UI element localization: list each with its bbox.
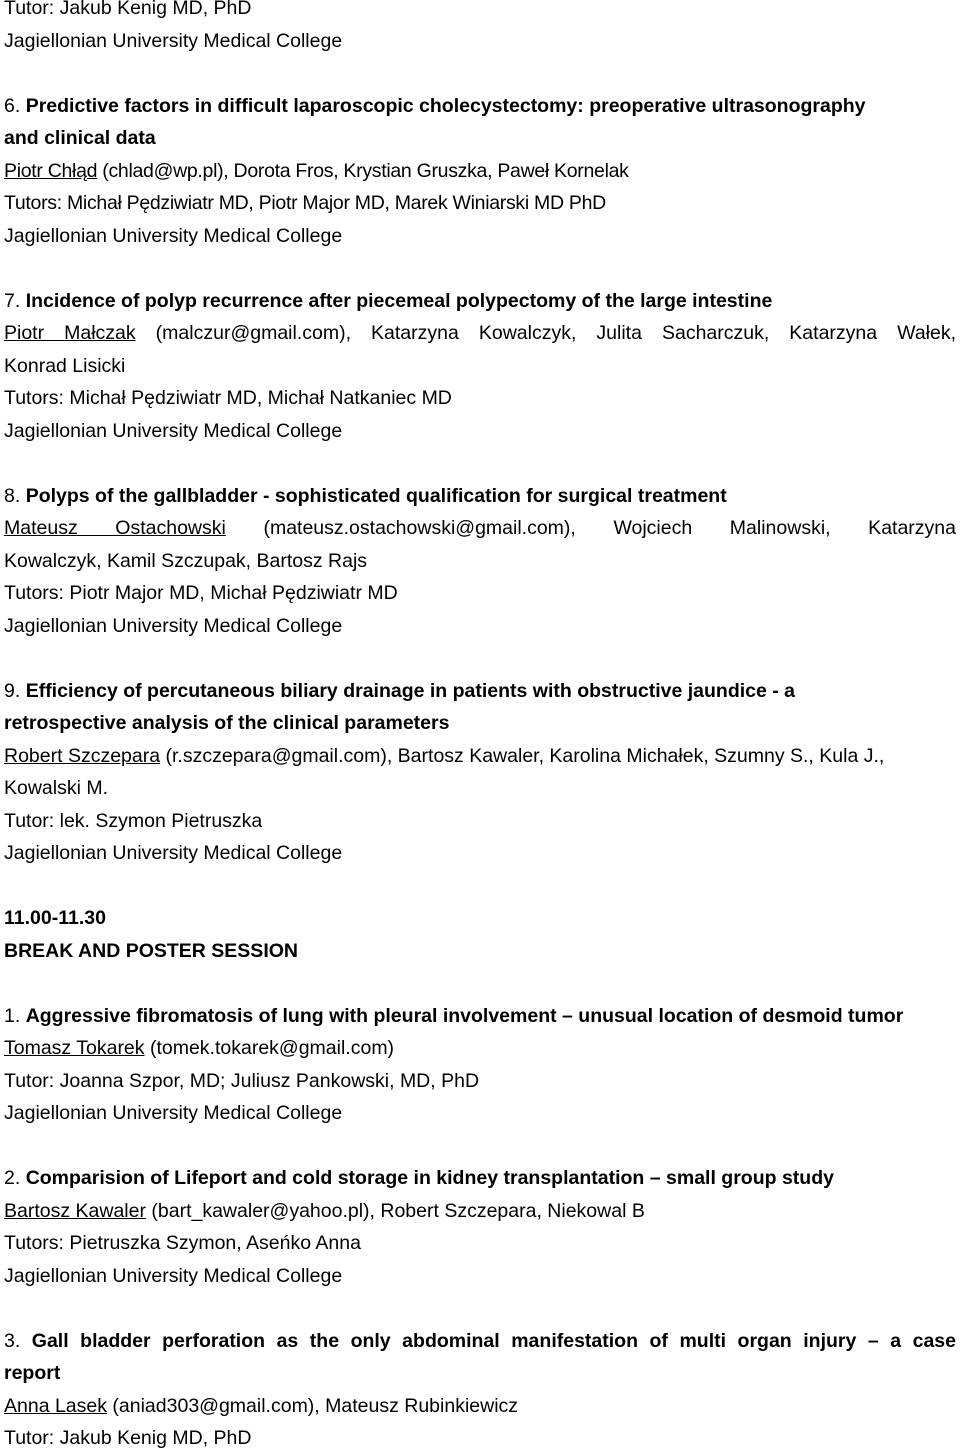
authors-rest: (malczur@gmail.com), Katarzyna Kowalczyk, Julita Sacharczuk, Katarzyna Wałek, — [135, 322, 957, 344]
authors-line-continued: Kowalski M. — [4, 777, 109, 799]
tutors-line: Tutor: lek. Szymon Pietruszka — [4, 809, 263, 832]
authors-line — [4, 1195, 956, 1228]
tutors-line: Tutors: Piotr Major MD, Michał Pędziwiatr MD — [4, 582, 398, 604]
tutors-line: Tutors: Pietruszka Szymon, Aseńko Anna — [4, 1232, 361, 1254]
presenter-name: Mateusz Ostachowski — [4, 517, 226, 539]
entry-number: 6. — [4, 94, 21, 117]
tutor-line: Tutor: Jakub Kenig MD, PhD — [4, 0, 252, 19]
spacer — [4, 447, 956, 480]
document-page — [4, 0, 956, 1455]
entry-number: 9. — [4, 679, 21, 702]
entry-title — [4, 90, 956, 123]
authors-line-continued: Konrad Lisicki — [4, 354, 126, 377]
authors-line — [4, 1032, 956, 1065]
presenter-name: Piotr Chłąd — [4, 159, 98, 182]
entry-number: 8. — [4, 484, 21, 507]
entry-title — [4, 1162, 956, 1195]
affiliation-line: Jagiellonian University Medical College — [4, 842, 343, 864]
entry-title-continued: report — [4, 1362, 61, 1384]
authors-rest: (tomek.tokarek@gmail.com) — [144, 1037, 395, 1059]
entry-number: 2. — [4, 1167, 21, 1189]
spacer — [4, 1130, 956, 1163]
tutors-line: Tutor: Jakub Kenig MD, PhD — [4, 1427, 252, 1449]
authors-line — [4, 155, 956, 188]
entry-title — [4, 675, 956, 708]
affiliation-line: Jagiellonian University Medical College — [4, 1264, 343, 1287]
entry-title — [4, 285, 956, 318]
affiliation-line: Jagiellonian University Medical College — [4, 614, 343, 637]
authors-rest: (r.szczepara@gmail.com), Bartosz Kawaler, Karolina Michałek, Szumny S., Kula J., — [160, 744, 885, 767]
affiliation-line: Jagiellonian University Medical College — [4, 29, 343, 52]
spacer — [4, 252, 956, 285]
authors-rest: (chlad@wp.pl), Dorota Fros, Krystian Gruszka, Paweł Kornelak — [97, 159, 629, 182]
entry-title-text: Incidence of polyp recurrence after piecemeal polypectomy of the large intestine — [25, 289, 773, 312]
entry-title-text: Aggressive fibromatosis of lung with pleural involvement – unusual location of desmoid tumor — [25, 1004, 904, 1027]
presenter-name: Robert Szczepara — [4, 744, 161, 767]
tutors-line: Tutor: Joanna Szpor, MD; Juliusz Pankowski, MD, PhD — [4, 1069, 480, 1092]
entry-title-text: Efficiency of percutaneous biliary drainage in patients with obstructive jaundice - a — [25, 679, 796, 702]
entry-title-continued: retrospective analysis of the clinical parameters — [4, 712, 450, 734]
affiliation-line: Jagiellonian University Medical College — [4, 224, 343, 247]
spacer — [4, 870, 956, 903]
presenter-name: Piotr Małczak — [4, 322, 136, 344]
authors-rest: (bart_kawaler@yahoo.pl), Robert Szczepara, Niekowal B — [145, 1199, 645, 1222]
entry-title — [4, 1000, 956, 1033]
presenter-name: Tomasz Tokarek — [4, 1037, 145, 1059]
session-name: BREAK AND POSTER SESSION — [4, 939, 298, 962]
spacer — [4, 967, 956, 1000]
entry-title-text: Polyps of the gallbladder - sophisticated qualification for surgical treatment — [25, 484, 727, 507]
authors-rest: (aniad303@gmail.com), Mateusz Rubinkiewicz — [107, 1394, 519, 1417]
entry-number: 7. — [4, 289, 21, 312]
entry-title — [4, 480, 956, 513]
authors-rest: (mateusz.ostachowski@gmail.com), Wojciech Malinowski, Katarzyna — [225, 517, 956, 539]
presenter-name: Anna Lasek — [4, 1394, 107, 1417]
session-time: 11.00-11.30 — [4, 907, 106, 929]
entry-number: 1. — [4, 1004, 21, 1027]
authors-line-continued: Kowalczyk, Kamil Szczupak, Bartosz Rajs — [4, 549, 368, 572]
entry-number: 3. — [4, 1329, 21, 1352]
tutors-line: Tutors: Michał Pędziwiatr MD, Piotr Major MD, Marek Winiarski MD PhD — [4, 192, 606, 214]
affiliation-line: Jagiellonian University Medical College — [4, 419, 343, 442]
entry-title-text: Gall bladder perforation as the only abdominal manifestation of multi organ injury – a case — [31, 1329, 956, 1352]
spacer — [4, 1292, 956, 1325]
entry-title-text: Comparision of Lifeport and cold storage in kidney transplantation – small group study — [25, 1167, 834, 1189]
tutors-line: Tutors: Michał Pędziwiatr MD, Michał Natkaniec MD — [4, 387, 452, 409]
authors-line — [4, 512, 956, 545]
entry-title — [4, 1325, 956, 1358]
authors-line — [4, 1390, 956, 1423]
entry-title-continued: and clinical data — [4, 127, 156, 149]
presenter-name: Bartosz Kawaler — [4, 1199, 146, 1222]
entry-title-text: Predictive factors in difficult laparoscopic cholecystectomy: preoperative ultrasonography — [25, 94, 866, 117]
authors-line — [4, 740, 956, 773]
spacer — [4, 642, 956, 675]
affiliation-line: Jagiellonian University Medical College — [4, 1102, 343, 1124]
spacer — [4, 57, 956, 90]
authors-line — [4, 317, 956, 350]
